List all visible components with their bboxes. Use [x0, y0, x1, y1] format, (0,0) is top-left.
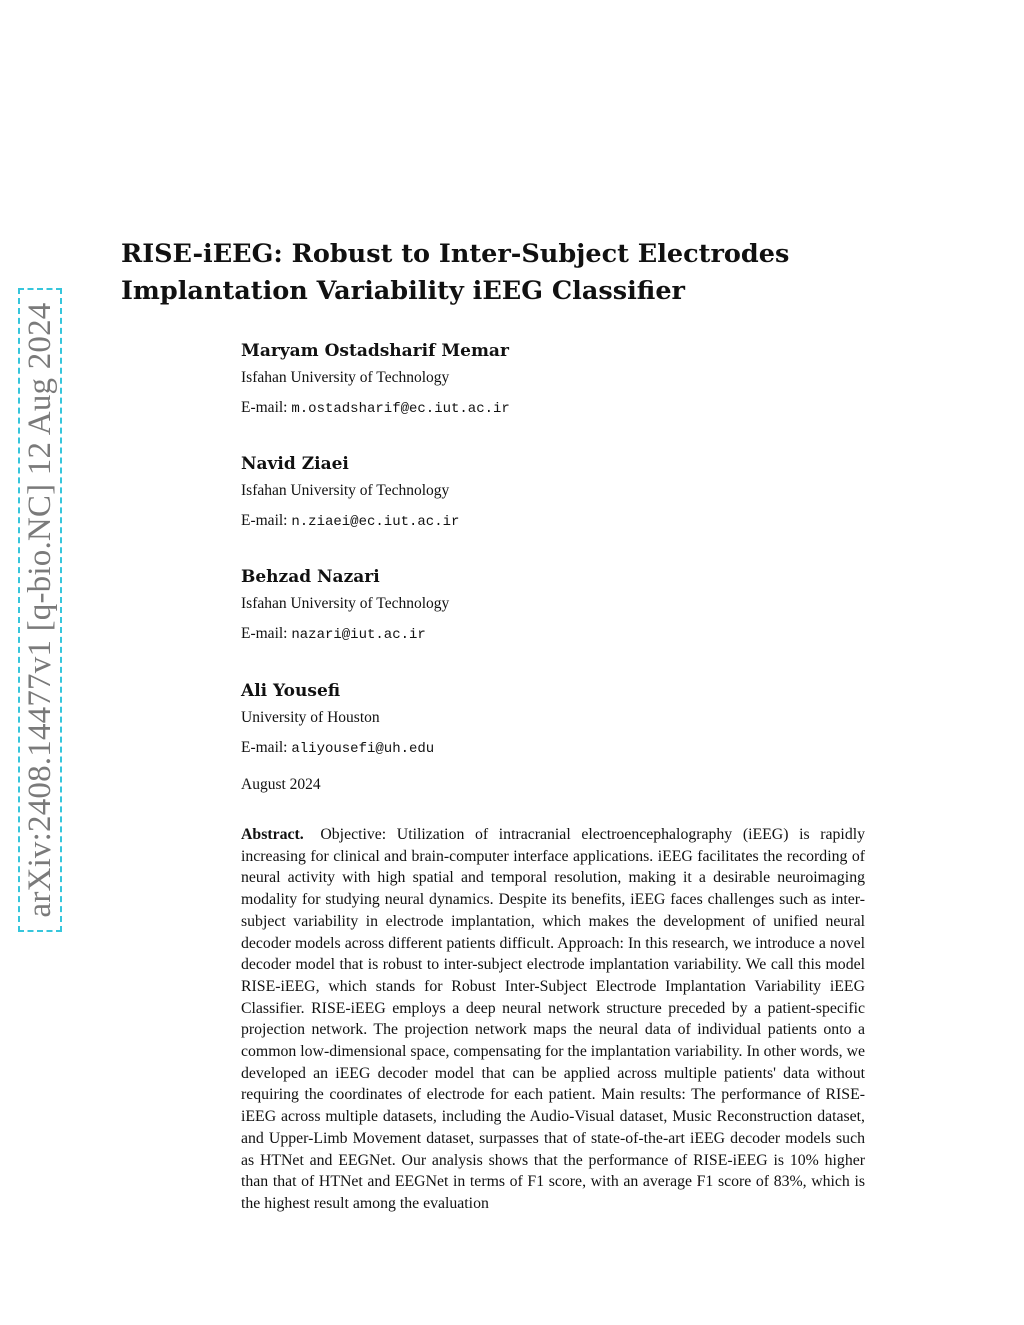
- author-email-line: [241, 738, 434, 759]
- author-name: Ali Yousefi: [241, 681, 341, 701]
- author-email[interactable]: aliyousefi@uh.edu: [291, 741, 435, 757]
- author-block: [241, 453, 459, 542]
- email-label: E-mail:: [241, 625, 288, 642]
- author-name: Maryam Ostadsharif Memar: [241, 341, 509, 361]
- email-label: E-mail:: [241, 739, 288, 756]
- author-affiliation: Isfahan University of Technology: [241, 482, 450, 499]
- author-email-line: [241, 624, 449, 645]
- publication-date: August 2024: [241, 776, 321, 793]
- email-label: E-mail:: [241, 399, 288, 416]
- abstract-text: Objective: Utilization of intracranial electroencephalography (iEEG) is rapidly increasing for clinical and brain-computer interface applications. iEEG facilitates the recording of neural activity with high spatial and temporal resolution, making it a desirable neuroimaging modality for studying neural dynamics. Despite its benefits, iEEG faces challenges such as inter-subject variability in electrode implantation, which makes the development of unified neural decoder models across different patients difficult. Approach: In this research, we introduce a novel decoder model that is robust to inter-subject electrode implantation variability. We call this model RISE-iEEG, which stands for Robust Inter-Subject Electrode Implantation Variability iEEG Classifier. RISE-iEEG employs a deep neural network structure preceded by a patient-specific projection network. The projection network maps the neural data of individual patients onto a common low-dimensional space, compensating for the implantation variability. In other words, we developed an iEEG decoder model that can be applied across multiple patients' data without requiring the coordinates of electrode for each patient. Main results: The performance of RISE-iEEG across multiple datasets, including the Audio-Visual dataset, Music Reconstruction dataset, and Upper-Limb Movement dataset, surpasses that of state-of-the-art iEEG decoder models such as HTNet and EEGNet. Our analysis shows that the performance of RISE-iEEG is 10% higher than that of HTNet and EEGNet in terms of F1 score, with an average F1 score of 83%, which is the highest result among the evaluation: [241, 826, 866, 1212]
- author-block: [241, 680, 434, 769]
- title-line-2: Implantation Variability iEEG Classifier: [121, 276, 685, 306]
- author-affiliation: Isfahan University of Technology: [241, 595, 450, 612]
- author-email[interactable]: m.ostadsharif@ec.iut.ac.ir: [291, 401, 510, 417]
- email-label: E-mail:: [241, 512, 288, 529]
- abstract-label: Abstract.: [241, 826, 304, 843]
- author-affiliation: University of Houston: [241, 709, 380, 726]
- paper-title: [121, 236, 901, 310]
- title-line-1: RISE-iEEG: Robust to Inter-Subject Electrodes: [121, 239, 790, 269]
- author-email[interactable]: n.ziaei@ec.iut.ac.ir: [291, 514, 460, 530]
- arxiv-identifier[interactable]: arXiv:2408.14477v1 [q-bio.NC] 12 Aug 2024: [22, 302, 58, 918]
- author-email-line: [241, 511, 459, 532]
- author-email-line: [241, 398, 510, 419]
- author-block: [241, 566, 449, 655]
- abstract: [241, 824, 865, 1215]
- author-name: Navid Ziaei: [241, 454, 349, 474]
- author-affiliation: Isfahan University of Technology: [241, 369, 450, 386]
- author-email[interactable]: nazari@iut.ac.ir: [291, 627, 426, 643]
- author-block: [241, 340, 510, 429]
- author-name: Behzad Nazari: [241, 567, 380, 587]
